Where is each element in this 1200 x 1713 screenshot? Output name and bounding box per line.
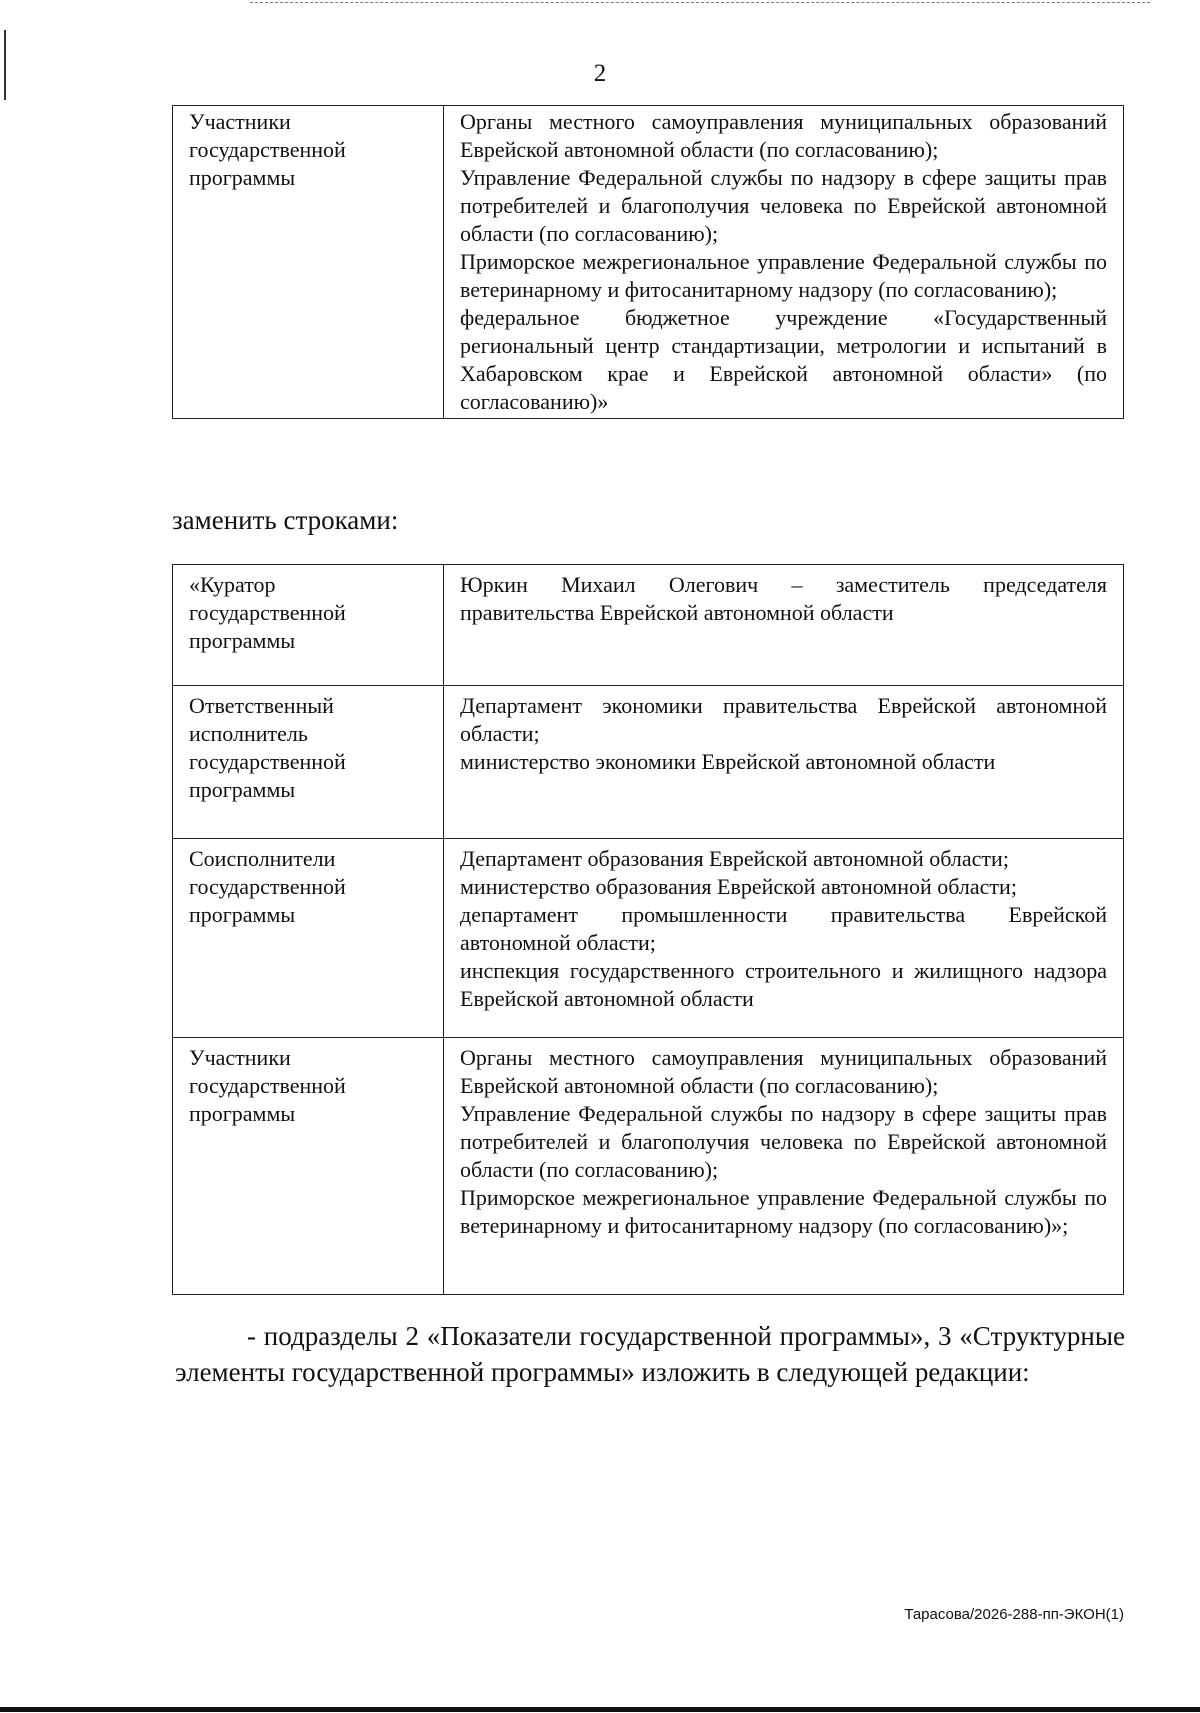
label-line: государственной: [189, 1073, 346, 1098]
label-line: государственной: [189, 749, 346, 774]
content-line: департамент промышленности правительства Еврейской автономной области;: [460, 902, 1107, 955]
content-line: Департамент экономики правительства Еврейской автономной области;: [460, 693, 1107, 746]
document-footer-code: Тарасова/2026-288-пп-ЭКОН(1): [904, 1606, 1124, 1623]
label-line: Ответственный: [189, 693, 334, 718]
content-line: федеральное бюджетное учреждение «Государственный региональный центр стандартизации, метрологии и испытаний в Хабаровском крае и Еврейской автономной области» (по согласованию)»: [460, 305, 1107, 414]
label-line: программы: [189, 628, 296, 653]
label-line: программы: [189, 902, 296, 927]
label-line: Соисполнители: [189, 846, 336, 871]
scan-top-edge: [250, 2, 1150, 4]
table-row: [173, 565, 1124, 686]
row-label: [173, 686, 444, 839]
row-content: [444, 1038, 1124, 1295]
content-line: Управление Федеральной службы по надзору в сфере защиты прав потребителей и благополучия человека по Еврейской автономной области (по согласованию);: [460, 165, 1107, 246]
label-line: исполнитель: [189, 721, 308, 746]
table-old-participants: [172, 105, 1124, 419]
row-label: [173, 565, 444, 686]
row-content: [444, 106, 1124, 419]
content-line: Приморское межрегиональное управление Федеральной службы по ветеринарному и фитосанитарному надзору (по согласованию)»;: [460, 1185, 1107, 1238]
label-line: «Куратор: [189, 572, 276, 597]
row-label: [173, 1038, 444, 1295]
closing-paragraph-text: - подразделы 2 «Показатели государственной программы», 3 «Структурные элементы государственной программы» изложить в следующей редакции:: [175, 1321, 1125, 1387]
table-row: [173, 106, 1124, 419]
table-row: [173, 1038, 1124, 1295]
content-line: Юркин Михаил Олегович – заместитель председателя правительства Еврейской автономной области: [460, 572, 1107, 625]
row-content: [444, 686, 1124, 839]
label-line: государственной: [189, 137, 346, 162]
table-row: [173, 686, 1124, 839]
scan-bottom-edge: [0, 1707, 1200, 1712]
row-label: [173, 106, 444, 419]
content-line: инспекция государственного строительного и жилищного надзора Еврейской автономной области: [460, 958, 1107, 1011]
content-line: министерство экономики Еврейской автономной области: [460, 749, 996, 774]
content-line: Приморское межрегиональное управление Федеральной службы по ветеринарному и фитосанитарному надзору (по согласованию);: [460, 249, 1107, 302]
label-line: программы: [189, 777, 296, 802]
label-line: Участники: [189, 109, 291, 134]
row-content: [444, 565, 1124, 686]
closing-paragraph: [175, 1318, 1125, 1390]
content-line: министерство образования Еврейской автономной области;: [460, 874, 1017, 899]
table-row: [173, 839, 1124, 1038]
label-line: государственной: [189, 874, 346, 899]
content-line: Департамент образования Еврейской автономной области;: [460, 846, 1009, 871]
content-line: Органы местного самоуправления муниципальных образований Еврейской автономной области (по согласованию);: [460, 1045, 1107, 1098]
page-number: 2: [593, 60, 607, 87]
content-line: Органы местного самоуправления муниципальных образований Еврейской автономной области (по согласованию);: [460, 109, 1107, 162]
table-new-rows: [172, 564, 1124, 1295]
label-line: программы: [189, 165, 296, 190]
label-line: Участники: [189, 1045, 291, 1070]
row-label: [173, 839, 444, 1038]
replace-with-heading: заменить строками:: [172, 505, 399, 535]
label-line: государственной: [189, 600, 346, 625]
content-line: Управление Федеральной службы по надзору в сфере защиты прав потребителей и благополучия человека по Еврейской автономной области (по согласованию);: [460, 1101, 1107, 1182]
row-content: [444, 839, 1124, 1038]
label-line: программы: [189, 1101, 296, 1126]
